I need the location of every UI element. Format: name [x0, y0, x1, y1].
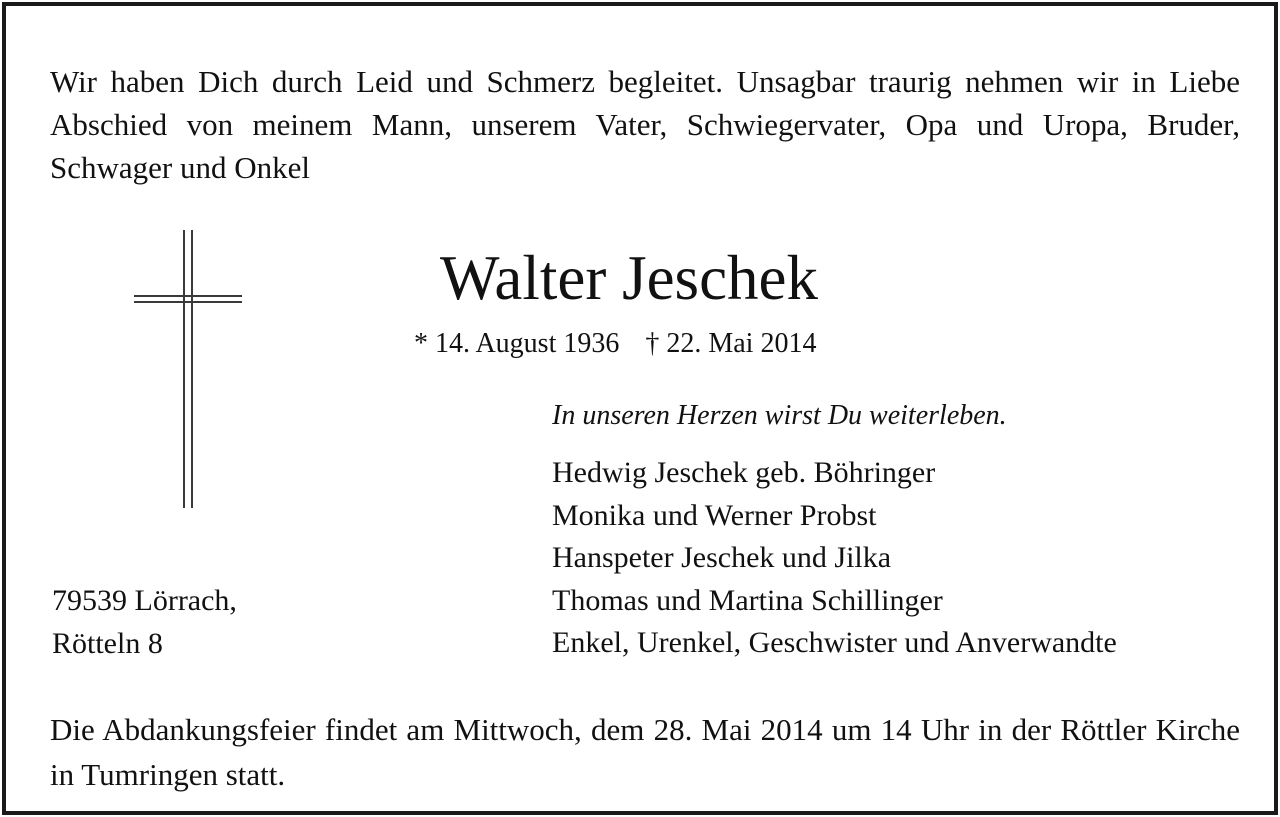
mourner-entry: Thomas und Martina Schillinger — [552, 583, 943, 617]
motto: In unseren Herzen wirst Du weiterleben. — [552, 400, 1007, 431]
address-city: 79539 Lörrach, — [52, 584, 237, 617]
life-dates — [414, 324, 816, 364]
address-block — [52, 580, 237, 665]
death-date: † 22. Mai 2014 — [645, 328, 817, 359]
obituary-frame — [2, 2, 1278, 815]
address-street: Rötteln 8 — [52, 626, 163, 660]
deceased-name: Walter Jeschek — [440, 243, 818, 313]
cross-icon — [132, 228, 244, 510]
ceremony-text: Die Abdankungsfeier findet am Mittwoch, dem 28. Mai 2014 um 14 Uhr in der Röttler Kirche in Tumringen statt. — [50, 712, 1240, 792]
birth-date: * 14. August 1936 — [414, 328, 620, 359]
mourner-entry: Enkel, Urenkel, Geschwister und Anverwandte — [552, 626, 1117, 659]
mourners-list — [552, 452, 1117, 665]
mourner-entry: Hedwig Jeschek geb. Böhringer — [552, 456, 936, 489]
mourner-entry: Hanspeter Jeschek und Jilka — [552, 541, 892, 574]
intro-text: Wir haben Dich durch Leid und Schmerz begleitet. Unsagbar traurig nehmen wir in Liebe Abschied von meinem Mann, unserem Vater, Schwiegervater, Opa und Uropa, Bruder, Schwager und Onkel — [50, 64, 1240, 185]
mourner-entry: Monika und Werner Probst — [552, 498, 877, 532]
